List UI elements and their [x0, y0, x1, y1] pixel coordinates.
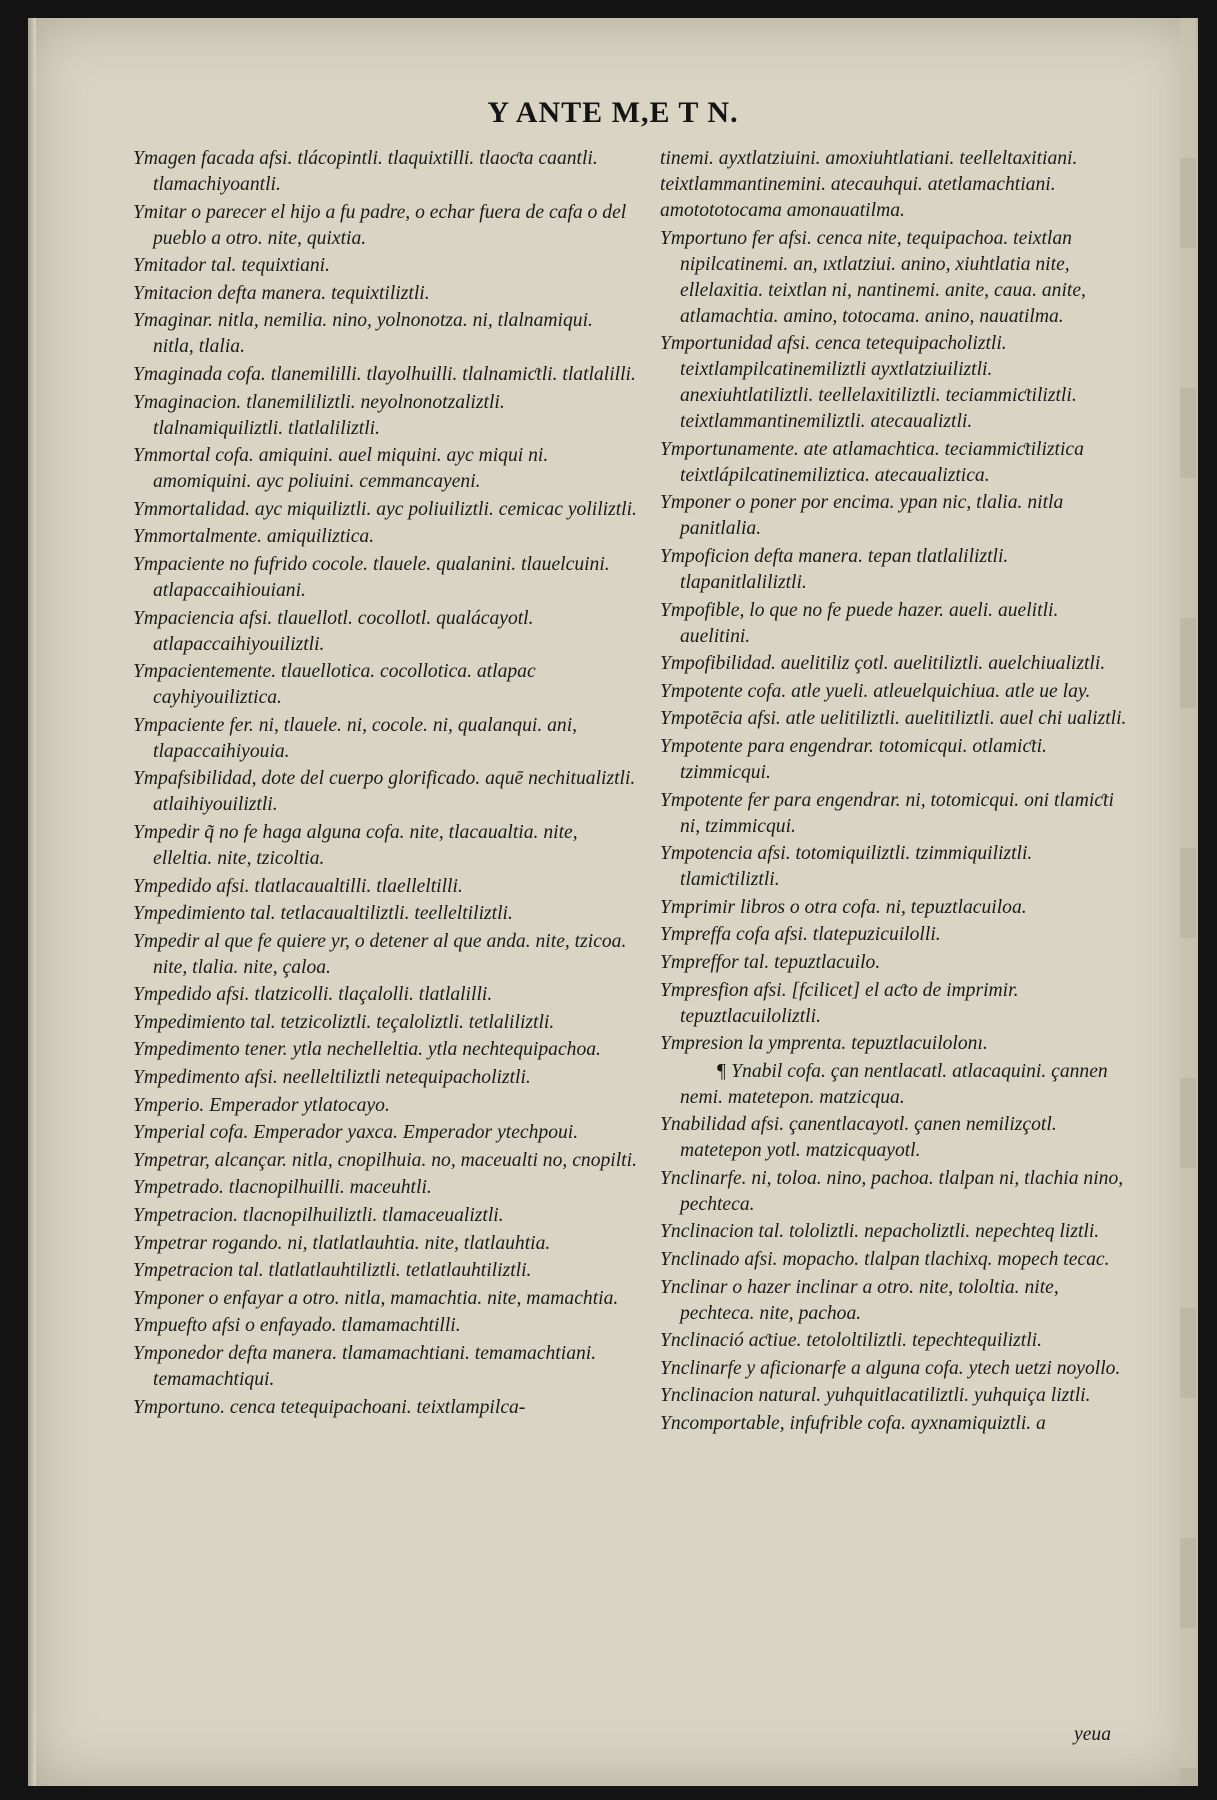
dictionary-entry: Ympacientemente. tlauellotica. cocollotica. atlapac cayhiyouiliztica. — [133, 661, 536, 709]
dictionary-entry: Ymponer o poner por encima. ypan nic, tlalia. nitla panitlalia. — [660, 492, 1064, 540]
dictionary-entry: Ympresion la ymprenta. tepuztlacuilolonı. — [660, 1033, 988, 1055]
dictionary-entry: Ympotente para engendrar. totomicqui. otlamiƈti. tzimmicqui. — [660, 735, 1047, 783]
dictionary-entry: Ymperial cofa. Emperador yaxca. Emperador ytechpoui. — [133, 1122, 579, 1144]
dictionary-entry: Ympetrar, alcançar. nitla, cnopilhuia. no, maceualti no, cnopilti. — [133, 1149, 637, 1171]
catchword: yeua — [1074, 1724, 1111, 1745]
dictionary-entry: Ympetrado. tlacnopilhuilli. maceuhtli. — [133, 1177, 432, 1199]
dictionary-entry: Ympofible, lo que no fe puede hazer. aueli. auelitli. auelitini. — [660, 599, 1059, 647]
dictionary-entry: Ynclinar o hazer inclinar a otro. nite, tololtia. nite, pechteca. nite, pachoa. — [660, 1276, 1059, 1324]
dictionary-entry: Ynclinació aƈtiue. tetololtiliztli. tepechtequiliztli. — [660, 1330, 1043, 1352]
dictionary-entry: Ymprimir libros o otra cofa. ni, tepuztlacuiloa. — [660, 896, 1027, 918]
dictionary-entry: Ymportuno. cenca tetequipachoani. teixtlampilca- — [133, 1396, 526, 1418]
dictionary-entry: Ynclinacion tal. tololiztli. nepacholiztli. nepechteq liztli. — [660, 1221, 1100, 1243]
dictionary-entry: Ympotente fer para engendrar. ni, totomicqui. oni tlamiƈti ni, tzimmicqui. — [660, 789, 1114, 837]
dictionary-entry: Ympuefto afsi o enfayado. tlamamachtilli. — [133, 1315, 461, 1337]
dictionary-entry: Yncomportable, infufrible cofa. ayxnamiquiztli. a — [660, 1413, 1046, 1435]
dictionary-entry: Ympedir q̃ no fe haga alguna cofa. nite, tlacaualtia. nite, elleltia. nite, tzicoltia. — [133, 821, 578, 869]
dictionary-entry: Ymaginada cofa. tlanemililli. tlayolhuilli. tlalnamiƈtli. tlatlalilli. — [133, 363, 636, 385]
dictionary-entry: Ymperio. Emperador ytlatocayo. — [133, 1094, 390, 1116]
dictionary-entry: Ynabilidad afsi. çanentlacayotl. çanen nemilizçotl. matetepon yotl. matzicquayotl. — [660, 1114, 1057, 1162]
dictionary-entry: Ympoficion defta manera. tepan tlatlaliliztli. tlapanitlaliliztli. — [660, 545, 1009, 593]
dictionary-entry: Ymponer o enfayar a otro. nitla, mamachtia. nite, mamachtia. — [133, 1287, 619, 1309]
dictionary-entry: Ynclinarfe. ni, toloa. nino, pachoa. tlalpan ni, tlachia nino, pechteca. — [660, 1167, 1124, 1215]
dictionary-entry: Ympaciente fer. ni, tlauele. ni, cocole. ni, qualanqui. ani, tlapaccaihiyouia. — [133, 714, 578, 762]
dictionary-entry: Ympetracion tal. tlatlatlauhtiliztli. tetlatlauhtiliztli. — [133, 1260, 532, 1282]
dictionary-entry: Ympotente cofa. atle yueli. atleuelquichiua. atle ue lay. — [660, 680, 1091, 702]
dictionary-entry: Ymitador tal. tequixtiani. — [133, 255, 331, 277]
next-page-edge — [1180, 18, 1196, 1786]
dictionary-entry: Ymmortalidad. ayc miquiliztli. ayc poliuiliztli. cemicac yoliliztli. — [133, 498, 637, 520]
dictionary-entry: Ympedido afsi. tlatlacaualtilli. tlaelleltilli. — [133, 875, 463, 897]
dictionary-entry: Ymaginacion. tlanemililiztli. neyolnonotzaliztli. tlalnamiquiliztli. tlatlaliliztli. — [133, 391, 505, 439]
page-binding-shadow — [28, 18, 36, 1786]
dictionary-entry: Ympedimiento tal. tetzicoliztli. teçaloliztli. tetlaliliztli. — [133, 1011, 555, 1033]
dictionary-entry: tinemi. ayxtlatziuini. amoxiuhtlatiani. teelleltaxitiani. teixtlammantinemini. atecauhqui. atetlamachtiani. amotototocama amonauatilma. — [660, 148, 1078, 221]
dictionary-entry: Ympedimento tener. ytla nechelleltia. ytla nechtequipachoa. — [133, 1039, 601, 1061]
dictionary-entry: Ynclinarfe y aficionarfe a alguna cofa. ytech uetzi noyollo. — [660, 1357, 1121, 1379]
dictionary-entry: Ynclinacion natural. yuhquitlacatiliztli. yuhquiça liztli. — [660, 1385, 1091, 1407]
dictionary-entry: Ympaciencia afsi. tlauellotl. cocollotl. qualácayotl. atlapaccaihiyouiliztli. — [133, 607, 534, 655]
dictionary-entry: Ympedimento afsi. neelleltiliztli netequipacholiztli. — [133, 1067, 531, 1089]
dictionary-entry: Ympedido afsi. tlatzicolli. tlaçalolli. tlatlalilli. — [133, 984, 493, 1006]
left-column — [133, 146, 638, 1422]
dictionary-entry: Ymmortal cofa. amiquini. auel miquini. ayc miqui ni. amomiquini. ayc poliuini. cemmancayeni. — [133, 445, 549, 493]
dictionary-entry: Ymitar o parecer el hijo a fu padre, o echar fuera de cafa o del pueblo a otro. nite, quixtia. — [133, 201, 627, 249]
dictionary-entry: Ympetrar rogando. ni, tlatlatlauhtia. nite, tlatlauhtia. — [133, 1232, 551, 1254]
dictionary-entry: Ympedimiento tal. tetlacaualtiliztli. teelleltiliztli. — [133, 903, 513, 925]
dictionary-entry: Ymportunidad afsi. cenca tetequipacholiztli. teixtlampilcatinemiliztli ayxtlatziuiliztli. anexiuhtlatiliztli. teellelaxitiliztli. teciammiƈtiliztli. teixtlammantinemiliztli. atecaualiztli. — [660, 333, 1077, 433]
dictionary-entry: Ympresfion afsi. [fcilicet] el aƈto de imprimir. tepuztlacuiloliztli. — [660, 979, 1019, 1027]
dictionary-entry: Ympedir al que fe quiere yr, o detener al que anda. nite, tzicoa. nite, tlalia. nite, çaloa. — [133, 930, 627, 978]
dictionary-entry: Ymaginar. nitla, nemilia. nino, yolnonotza. ni, tlalnamiqui. nitla, tlalia. — [133, 310, 593, 358]
dictionary-entry: Ymmortalmente. amiquiliztica. — [133, 526, 375, 548]
dictionary-entry: Ympotencia afsi. totomiquiliztli. tzimmiquiliztli. tlamiƈtiliztli. — [660, 843, 1033, 891]
dictionary-entry: Ympotēcia afsi. atle uelitiliztli. auelitiliztli. auel chi ualiztli. — [660, 708, 1127, 730]
dictionary-entry: Ympreffor tal. tepuztlacuilo. — [660, 951, 881, 973]
dictionary-entry: ¶ Ynabil cofa. çan nentlacatl. atlacaquini. çannen nemi. matetepon. matzicqua. — [680, 1060, 1108, 1108]
page-header: Y ANTE M,E T N. — [487, 96, 739, 129]
dictionary-entry: Ympafsibilidad, dote del cuerpo glorificado. aquē nechitualiztli. atlaihiyouiliztli. — [133, 768, 636, 816]
dictionary-entry: Ymportunamente. ate atlamachtica. teciammiƈtiliztica teixtlápilcatinemiliztica. atecaualiztica. — [660, 438, 1084, 486]
dictionary-entry: Ynclinado afsi. mopacho. tlalpan tlachixq. mopech tecac. — [660, 1249, 1110, 1271]
dictionary-entry: Ymagen facada afsi. tlácopintli. tlaquixtilli. tlaoƈta caantli. tlamachiyoantli. — [133, 148, 598, 195]
book-page — [28, 18, 1198, 1786]
dictionary-entry: Ymportuno fer afsi. cenca nite, tequipachoa. teixtlan nipilcatinemi. an, ıxtlatziui. anino, xiuhtlatia nite, ellelaxitia. teixtlan ni, nantinemi. anite, caua. anite, atlamachtia. amino, totocama. anino, nauatilma. — [660, 227, 1086, 327]
dictionary-entry: Ymitacion defta manera. tequixtiliztli. — [133, 282, 430, 304]
dictionary-entry: Ymponedor defta manera. tlamamachtiani. temamachtiani. temamachtiqui. — [133, 1343, 597, 1390]
dictionary-entry: Ympreffa cofa afsi. tlatepuzicuilolli. — [660, 924, 941, 946]
dictionary-entry: Ympofibilidad. auelitiliz çotl. auelitiliztli. auelchiualiztli. — [660, 653, 1106, 675]
right-column — [660, 146, 1130, 1439]
dictionary-entry: Ympaciente no fufrido cocole. tlauele. qualanini. tlauelcuini. atlapaccaihiouiani. — [133, 553, 610, 601]
dictionary-entry: Ympetracion. tlacnopilhuiliztli. tlamaceualiztli. — [133, 1205, 504, 1227]
